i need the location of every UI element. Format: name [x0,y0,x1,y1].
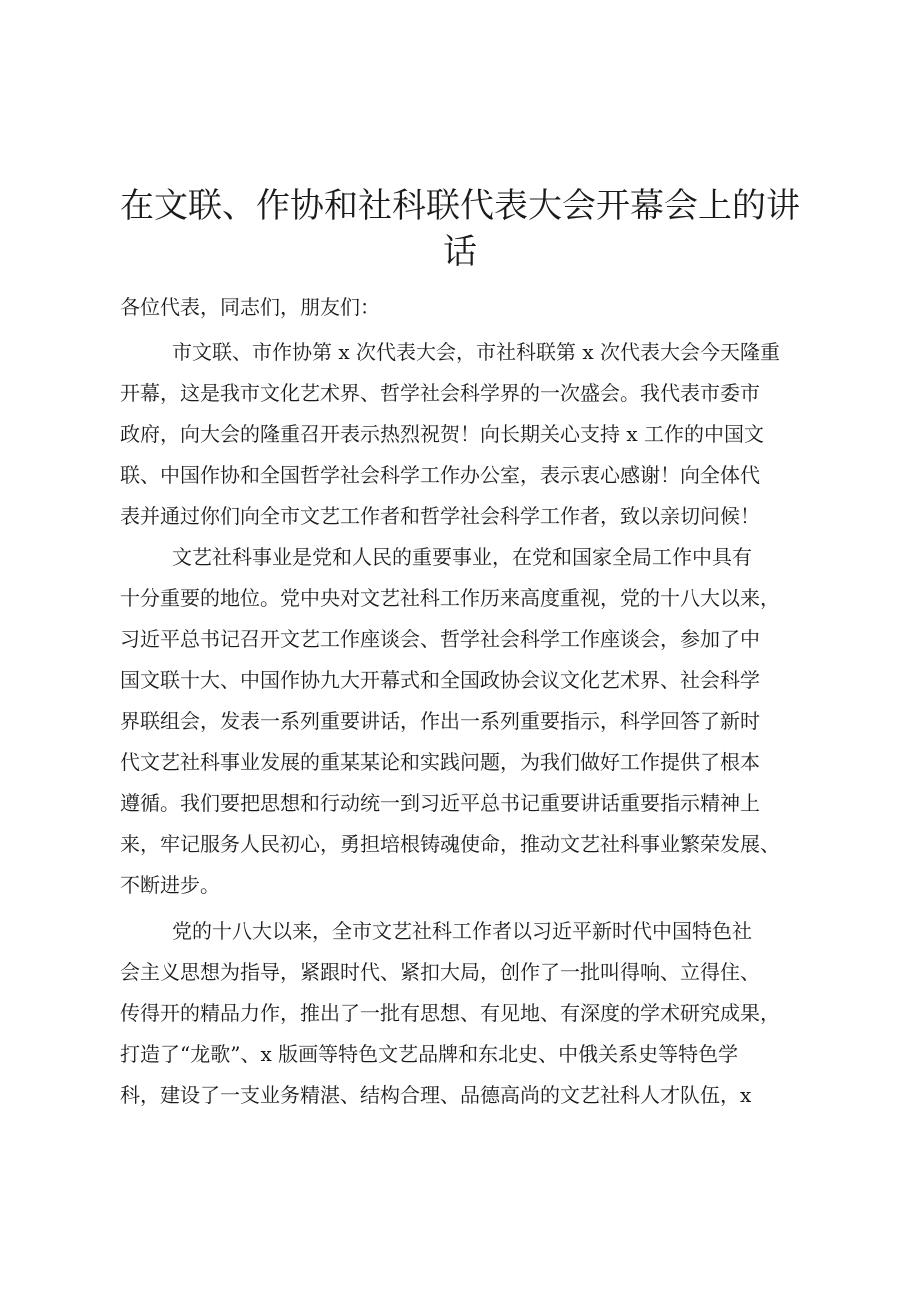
paragraph-line: 十分重要的地位。党中央对文艺社科工作历来高度重视，党的十八大以来， [120,586,780,610]
paragraph-line: 科，建设了一支业务精湛、结构合理、品德高尚的文艺社科人才队伍，x [120,1083,752,1107]
paragraph-line: 联、中国作协和全国哲学社会科学工作办公室，表示衷心感谢！向全体代 [120,463,760,487]
paragraph-line: 党的十八大以来，全市文艺社科工作者以习近平新时代中国特色社 [172,919,752,943]
paragraph-1 [120,338,810,543]
paragraph-line: 会主义思想为指导，紧跟时代、紧扣大局，创作了一批叫得响、立得住、 [120,960,760,984]
paragraph-line: 传得开的精品力作，推出了一批有思想、有见地、有深度的学术研究成果， [120,1001,780,1025]
paragraph-line: 政府，向大会的隆重召开表示热烈祝贺！向长期关心支持 x 工作的中国文 [120,422,764,446]
paragraph-line: 表并通过你们向全市文艺工作者和哲学社会科学工作者，致以亲切问候！ [120,504,760,528]
paragraph-line: 国文联十大、中国作协九大开幕式和全国政协会议文化艺术界、社会科学 [120,668,760,692]
paragraph-3 [120,917,810,1122]
paragraph-line: 代文艺社科事业发展的重某某论和实践问题，为我们做好工作提供了根本 [120,750,760,774]
document-title [120,183,800,275]
paragraph-2 [120,543,810,912]
salutation: 各位代表，同志们，朋友们： [120,295,380,319]
paragraph-line: 来，牢记服务人民初心，勇担培根铸魂使命，推动文艺社科事业繁荣发展、 [120,832,780,856]
paragraph-line: 不断进步。 [120,873,220,897]
title-line: 在文联、作协和社科联代表大会开幕会上的讲 [120,185,800,226]
paragraph-line: 市文联、市作协第 x 次代表大会，市社科联第 x 次代表大会今天隆重 [172,340,780,364]
paragraph-line: 文艺社科事业是党和人民的重要事业，在党和国家全局工作中具有 [172,545,752,569]
title-line: 话 [443,231,477,272]
paragraph-line: 打造了“龙歌”、x 版画等特色文艺品牌和东北史、中俄关系史等特色学 [120,1042,739,1066]
paragraph-line: 开幕，这是我市文化艺术界、哲学社会科学界的一次盛会。我代表市委市 [120,381,760,405]
paragraph-line: 遵循。我们要把思想和行动统一到习近平总书记重要讲话重要指示精神上 [120,791,760,815]
paragraph-line: 界联组会，发表一系列重要讲话，作出一系列重要指示，科学回答了新时 [120,709,760,733]
paragraph-line: 习近平总书记召开文艺工作座谈会、哲学社会科学工作座谈会，参加了中 [120,627,760,651]
